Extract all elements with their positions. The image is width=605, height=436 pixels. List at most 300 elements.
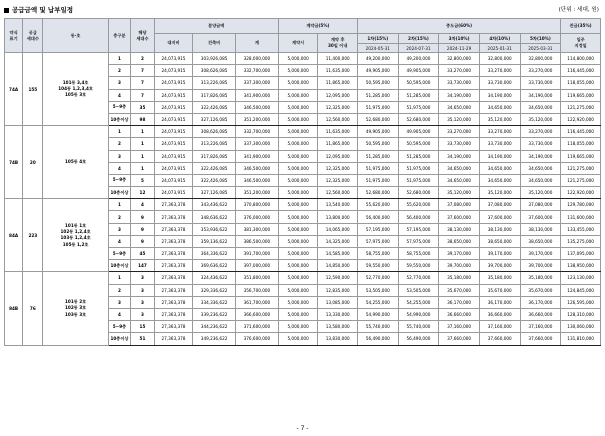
m5-cell: 37,160,000 <box>520 321 561 333</box>
count-cell: 3 <box>131 308 155 320</box>
c1-cell: 5,000,000 <box>278 284 318 296</box>
c2-cell: 13,830,000 <box>318 333 358 345</box>
m5-cell: 35,180,000 <box>520 272 561 284</box>
c1-cell: 5,000,000 <box>278 113 318 125</box>
bal-cell: 128,310,000 <box>561 308 601 320</box>
floor-cell: 2 <box>108 138 130 150</box>
m3-cell: 37,600,000 <box>439 211 480 223</box>
building-cell: 322,426,085 <box>193 174 236 186</box>
table-header <box>5 19 601 53</box>
floor-cell: 4 <box>108 235 130 247</box>
land-cell: 27,363,378 <box>154 260 193 272</box>
header-balance: 잔금(35%) <box>561 19 601 34</box>
bal-cell: 122,920,000 <box>561 113 601 125</box>
m5-cell: 33,730,000 <box>520 77 561 89</box>
building-cell: 364,336,622 <box>193 248 236 260</box>
m2-cell: 54,990,000 <box>398 308 439 320</box>
land-cell: 24,073,915 <box>154 113 193 125</box>
m4-cell: 34,650,000 <box>479 174 520 186</box>
c1-cell: 5,000,000 <box>278 77 318 89</box>
m5-cell: 33,270,000 <box>520 126 561 138</box>
building-cell: 348,636,622 <box>193 211 236 223</box>
m5-cell: 33,270,000 <box>520 65 561 77</box>
m1-cell: 52,680,000 <box>357 113 398 125</box>
building-cell: 329,336,622 <box>193 284 236 296</box>
m3-cell: 38,130,000 <box>439 223 480 235</box>
floor-cell: 3 <box>108 77 130 89</box>
land-cell: 27,363,378 <box>154 321 193 333</box>
c2-cell: 14,585,000 <box>318 248 358 260</box>
floor-cell: 2 <box>108 65 130 77</box>
m5-cell: 34,190,000 <box>520 150 561 162</box>
dong-cell: 101동 1호 102동 1,2,4호 103동 1,2,4호 105동 1,2호 <box>43 199 108 272</box>
m3-cell: 35,670,000 <box>439 284 480 296</box>
c1-cell: 5,000,000 <box>278 89 318 101</box>
header-move-in: 입주 지정일 <box>561 34 601 53</box>
m4-cell: 35,180,000 <box>479 272 520 284</box>
m4-cell: 34,190,000 <box>479 150 520 162</box>
count-cell: 9 <box>131 223 155 235</box>
header-building: 건축비 <box>193 34 236 53</box>
section-title <box>4 5 73 14</box>
m1-cell: 59,550,000 <box>357 260 398 272</box>
c2-cell: 11,865,000 <box>318 138 358 150</box>
bal-cell: 130,060,000 <box>561 321 601 333</box>
units-cell: 20 <box>23 126 43 199</box>
building-cell: 322,426,085 <box>193 162 236 174</box>
building-cell: 343,436,622 <box>193 199 236 211</box>
floor-cell: 10층이상 <box>108 333 130 345</box>
header-total: 계 <box>236 34 279 53</box>
header-contract: 계약금(5%) <box>278 19 357 34</box>
m1-cell: 51,975,000 <box>357 162 398 174</box>
m3-cell: 34,650,000 <box>439 162 480 174</box>
m4-cell: 39,700,000 <box>479 260 520 272</box>
c1-cell: 5,000,000 <box>278 333 318 345</box>
m5-cell: 32,800,000 <box>520 53 561 65</box>
total-cell: 341,900,000 <box>236 150 279 162</box>
c2-cell: 11,400,000 <box>318 53 358 65</box>
building-cell: 308,626,085 <box>193 126 236 138</box>
m1-cell: 49,200,000 <box>357 53 398 65</box>
m3-cell: 35,180,000 <box>439 272 480 284</box>
m2-cell: 58,755,000 <box>398 248 439 260</box>
total-cell: 346,500,000 <box>236 174 279 186</box>
c1-cell: 5,000,000 <box>278 223 318 235</box>
m5-cell: 39,170,000 <box>520 248 561 260</box>
m1-cell: 50,595,000 <box>357 77 398 89</box>
m2-cell: 55,620,000 <box>398 199 439 211</box>
m4-cell: 33,730,000 <box>479 138 520 150</box>
m4-cell: 35,120,000 <box>479 113 520 125</box>
floor-cell: 5~9층 <box>108 321 130 333</box>
m3-cell: 36,660,000 <box>439 308 480 320</box>
bal-cell: 121,275,000 <box>561 162 601 174</box>
m4-cell: 35,670,000 <box>479 284 520 296</box>
header-type: 약식 표기 <box>5 19 23 53</box>
count-cell: 3 <box>131 284 155 296</box>
dong-cell: 105동 4호 <box>43 126 108 199</box>
building-cell: 349,236,622 <box>193 333 236 345</box>
m1-cell: 57,195,000 <box>357 223 398 235</box>
units-cell: 155 <box>23 53 43 126</box>
m1-cell: 52,770,000 <box>357 272 398 284</box>
bal-cell: 122,920,000 <box>561 187 601 199</box>
count-cell: 9 <box>131 235 155 247</box>
m4-cell: 32,800,000 <box>479 53 520 65</box>
total-cell: 366,600,000 <box>236 308 279 320</box>
m3-cell: 37,080,000 <box>439 199 480 211</box>
c2-cell: 12,325,000 <box>318 101 358 113</box>
m2-cell: 51,975,000 <box>398 174 439 186</box>
c1-cell: 5,000,000 <box>278 150 318 162</box>
land-cell: 24,073,915 <box>154 126 193 138</box>
m4-cell: 38,130,000 <box>479 223 520 235</box>
page-number: - 7 - <box>296 425 309 432</box>
m2-cell: 49,200,000 <box>398 53 439 65</box>
m5-cell: 38,130,000 <box>520 223 561 235</box>
c1-cell: 5,000,000 <box>278 260 318 272</box>
floor-cell: 4 <box>108 308 130 320</box>
m2-cell: 52,770,000 <box>398 272 439 284</box>
m2-cell: 50,595,000 <box>398 77 439 89</box>
bal-cell: 116,445,000 <box>561 126 601 138</box>
supply-price-table <box>4 18 601 346</box>
building-cell: 322,426,085 <box>193 101 236 113</box>
type-cell: 74B <box>5 126 23 199</box>
m2-cell: 51,285,000 <box>398 150 439 162</box>
count-cell: 7 <box>131 89 155 101</box>
c1-cell: 5,000,000 <box>278 296 318 308</box>
c1-cell: 5,000,000 <box>278 138 318 150</box>
c2-cell: 12,325,000 <box>318 174 358 186</box>
header-d4: 2025-01-31 <box>479 44 520 53</box>
c2-cell: 11,635,000 <box>318 65 358 77</box>
land-cell: 27,363,378 <box>154 284 193 296</box>
floor-cell: 10층이상 <box>108 113 130 125</box>
floor-cell: 3 <box>108 296 130 308</box>
total-cell: 337,300,000 <box>236 77 279 89</box>
m2-cell: 51,975,000 <box>398 101 439 113</box>
total-cell: 381,300,000 <box>236 223 279 235</box>
m1-cell: 49,905,000 <box>357 126 398 138</box>
floor-cell: 1 <box>108 199 130 211</box>
count-cell: 3 <box>131 272 155 284</box>
m5-cell: 36,170,000 <box>520 296 561 308</box>
m4-cell: 35,120,000 <box>479 187 520 199</box>
m5-cell: 33,730,000 <box>520 138 561 150</box>
m4-cell: 33,270,000 <box>479 126 520 138</box>
m3-cell: 39,700,000 <box>439 260 480 272</box>
m1-cell: 49,905,000 <box>357 65 398 77</box>
m3-cell: 37,660,000 <box>439 333 480 345</box>
header-contract-sign: 계약시 <box>278 34 318 53</box>
m5-cell: 37,600,000 <box>520 211 561 223</box>
m1-cell: 58,755,000 <box>357 248 398 260</box>
header-count: 해당 세대수 <box>131 19 155 53</box>
building-cell: 327,126,085 <box>193 187 236 199</box>
m3-cell: 35,120,000 <box>439 113 480 125</box>
m1-cell: 54,990,000 <box>357 308 398 320</box>
table-row <box>5 199 601 211</box>
c2-cell: 12,095,000 <box>318 150 358 162</box>
m5-cell: 34,650,000 <box>520 101 561 113</box>
header-price: 분양금액 <box>154 19 278 34</box>
m5-cell: 35,120,000 <box>520 187 561 199</box>
land-cell: 24,073,915 <box>154 101 193 113</box>
table-row <box>5 126 601 138</box>
table-row <box>5 272 601 284</box>
bal-cell: 121,275,000 <box>561 101 601 113</box>
m2-cell: 49,905,000 <box>398 65 439 77</box>
m2-cell: 57,975,000 <box>398 235 439 247</box>
building-cell: 313,226,085 <box>193 77 236 89</box>
header-d5: 2025-03-31 <box>520 44 561 53</box>
c1-cell: 5,000,000 <box>278 199 318 211</box>
floor-cell: 1 <box>108 53 130 65</box>
total-cell: 391,700,000 <box>236 248 279 260</box>
m4-cell: 39,170,000 <box>479 248 520 260</box>
building-cell: 339,236,622 <box>193 308 236 320</box>
count-cell: 7 <box>131 77 155 89</box>
land-cell: 27,363,378 <box>154 308 193 320</box>
land-cell: 27,363,378 <box>154 333 193 345</box>
c1-cell: 5,000,000 <box>278 235 318 247</box>
square-bullet-icon <box>4 8 9 13</box>
count-cell: 1 <box>131 150 155 162</box>
bal-cell: 124,845,000 <box>561 284 601 296</box>
bal-cell: 116,445,000 <box>561 65 601 77</box>
floor-cell: 5~9층 <box>108 248 130 260</box>
m4-cell: 36,170,000 <box>479 296 520 308</box>
c2-cell: 13,800,000 <box>318 211 358 223</box>
floor-cell: 10층이상 <box>108 260 130 272</box>
total-cell: 370,800,000 <box>236 199 279 211</box>
floor-cell: 1 <box>108 272 130 284</box>
land-cell: 24,073,915 <box>154 150 193 162</box>
c1-cell: 5,000,000 <box>278 101 318 113</box>
header-units: 공급 세대수 <box>23 19 43 53</box>
type-cell: 84A <box>5 199 23 272</box>
total-cell: 361,700,000 <box>236 296 279 308</box>
c2-cell: 12,590,000 <box>318 272 358 284</box>
m2-cell: 53,505,000 <box>398 284 439 296</box>
c1-cell: 5,000,000 <box>278 162 318 174</box>
total-cell: 337,300,000 <box>236 138 279 150</box>
m1-cell: 56,490,000 <box>357 333 398 345</box>
floor-cell: 4 <box>108 89 130 101</box>
count-cell: 35 <box>131 101 155 113</box>
m3-cell: 33,270,000 <box>439 65 480 77</box>
land-cell: 24,073,915 <box>154 53 193 65</box>
count-cell: 5 <box>131 174 155 186</box>
count-cell: 12 <box>131 187 155 199</box>
land-cell: 24,073,915 <box>154 77 193 89</box>
m2-cell: 52,680,000 <box>398 113 439 125</box>
count-cell: 3 <box>131 296 155 308</box>
m3-cell: 33,270,000 <box>439 126 480 138</box>
m4-cell: 37,600,000 <box>479 211 520 223</box>
header-m3: 3차(10%) <box>439 34 480 44</box>
count-cell: 45 <box>131 248 155 260</box>
building-cell: 369,636,622 <box>193 260 236 272</box>
count-cell: 98 <box>131 113 155 125</box>
c2-cell: 13,330,000 <box>318 308 358 320</box>
m5-cell: 34,650,000 <box>520 174 561 186</box>
m2-cell: 56,400,000 <box>398 211 439 223</box>
units-cell: 76 <box>23 272 43 345</box>
m3-cell: 39,170,000 <box>439 248 480 260</box>
total-cell: 332,700,000 <box>236 65 279 77</box>
m4-cell: 37,160,000 <box>479 321 520 333</box>
dong-cell: 101동 2호 102동 3호 103동 3호 <box>43 272 108 345</box>
floor-cell: 2 <box>108 211 130 223</box>
total-cell: 397,000,000 <box>236 260 279 272</box>
header-middle: 중도금(60%) <box>357 19 560 34</box>
land-cell: 24,073,915 <box>154 174 193 186</box>
m4-cell: 34,190,000 <box>479 89 520 101</box>
bal-cell: 123,130,000 <box>561 272 601 284</box>
land-cell: 27,363,378 <box>154 235 193 247</box>
m2-cell: 52,680,000 <box>398 187 439 199</box>
bal-cell: 119,665,000 <box>561 150 601 162</box>
land-cell: 27,363,378 <box>154 296 193 308</box>
header-d2: 2024-07-31 <box>398 44 439 53</box>
c1-cell: 5,000,000 <box>278 248 318 260</box>
bal-cell: 118,055,000 <box>561 77 601 89</box>
building-cell: 303,926,085 <box>193 53 236 65</box>
count-cell: 1 <box>131 162 155 174</box>
m3-cell: 35,120,000 <box>439 187 480 199</box>
floor-cell: 3 <box>108 223 130 235</box>
c2-cell: 14,850,000 <box>318 260 358 272</box>
total-cell: 351,200,000 <box>236 113 279 125</box>
m5-cell: 34,650,000 <box>520 162 561 174</box>
count-cell: 147 <box>131 260 155 272</box>
floor-cell: 5~9층 <box>108 174 130 186</box>
c2-cell: 12,560,000 <box>318 187 358 199</box>
m4-cell: 34,650,000 <box>479 101 520 113</box>
m5-cell: 39,700,000 <box>520 260 561 272</box>
type-cell: 74A <box>5 53 23 126</box>
m2-cell: 54,255,000 <box>398 296 439 308</box>
m3-cell: 34,650,000 <box>439 174 480 186</box>
building-cell: 317,826,085 <box>193 89 236 101</box>
header-m1: 1차(15%) <box>357 34 398 44</box>
bal-cell: 118,055,000 <box>561 138 601 150</box>
unit-note: (단위 : 세대, 원) <box>558 7 599 13</box>
c2-cell: 11,635,000 <box>318 126 358 138</box>
table-row <box>5 53 601 65</box>
c1-cell: 5,000,000 <box>278 211 318 223</box>
type-cell: 84B <box>5 272 23 345</box>
m4-cell: 37,080,000 <box>479 199 520 211</box>
m2-cell: 51,285,000 <box>398 89 439 101</box>
land-cell: 24,073,915 <box>154 138 193 150</box>
count-cell: 4 <box>131 199 155 211</box>
building-cell: 334,336,622 <box>193 296 236 308</box>
count-cell: 1 <box>131 138 155 150</box>
m1-cell: 57,975,000 <box>357 235 398 247</box>
bal-cell: 131,600,000 <box>561 211 601 223</box>
header-m4: 4차(10%) <box>479 34 520 44</box>
m1-cell: 51,975,000 <box>357 174 398 186</box>
total-cell: 356,700,000 <box>236 284 279 296</box>
c2-cell: 13,085,000 <box>318 296 358 308</box>
bal-cell: 138,950,000 <box>561 260 601 272</box>
bal-cell: 121,275,000 <box>561 174 601 186</box>
units-cell: 223 <box>23 199 43 272</box>
m1-cell: 51,285,000 <box>357 150 398 162</box>
total-cell: 346,500,000 <box>236 162 279 174</box>
c1-cell: 5,000,000 <box>278 321 318 333</box>
m2-cell: 49,905,000 <box>398 126 439 138</box>
land-cell: 24,073,915 <box>154 89 193 101</box>
bal-cell: 137,095,000 <box>561 248 601 260</box>
bal-cell: 133,455,000 <box>561 223 601 235</box>
c1-cell: 5,000,000 <box>278 187 318 199</box>
m3-cell: 34,190,000 <box>439 150 480 162</box>
c2-cell: 12,835,000 <box>318 284 358 296</box>
building-cell: 353,936,622 <box>193 223 236 235</box>
c1-cell: 5,000,000 <box>278 308 318 320</box>
land-cell: 27,363,378 <box>154 199 193 211</box>
count-cell: 2 <box>131 53 155 65</box>
m3-cell: 32,800,000 <box>439 53 480 65</box>
c2-cell: 12,560,000 <box>318 113 358 125</box>
m1-cell: 55,740,000 <box>357 321 398 333</box>
building-cell: 313,226,085 <box>193 138 236 150</box>
bal-cell: 119,665,000 <box>561 89 601 101</box>
bal-cell: 129,780,000 <box>561 199 601 211</box>
floor-cell: 4 <box>108 162 130 174</box>
m1-cell: 51,285,000 <box>357 89 398 101</box>
land-cell: 27,363,378 <box>154 248 193 260</box>
count-cell: 15 <box>131 321 155 333</box>
c2-cell: 13,580,000 <box>318 321 358 333</box>
m3-cell: 36,170,000 <box>439 296 480 308</box>
land-cell: 24,073,915 <box>154 187 193 199</box>
c2-cell: 14,325,000 <box>318 235 358 247</box>
m4-cell: 33,730,000 <box>479 77 520 89</box>
header-d3: 2024-11-29 <box>439 44 480 53</box>
m1-cell: 51,975,000 <box>357 101 398 113</box>
m1-cell: 53,505,000 <box>357 284 398 296</box>
m1-cell: 52,680,000 <box>357 187 398 199</box>
total-cell: 332,700,000 <box>236 126 279 138</box>
m3-cell: 33,730,000 <box>439 138 480 150</box>
header-land: 대지비 <box>154 34 193 53</box>
m4-cell: 36,660,000 <box>479 308 520 320</box>
bal-cell: 126,595,000 <box>561 296 601 308</box>
m3-cell: 33,730,000 <box>439 77 480 89</box>
m4-cell: 37,660,000 <box>479 333 520 345</box>
total-cell: 386,500,000 <box>236 235 279 247</box>
c1-cell: 5,000,000 <box>278 272 318 284</box>
table-body <box>5 53 601 346</box>
land-cell: 27,363,378 <box>154 272 193 284</box>
m4-cell: 38,650,000 <box>479 235 520 247</box>
m4-cell: 33,270,000 <box>479 65 520 77</box>
count-cell: 9 <box>131 211 155 223</box>
total-cell: 351,200,000 <box>236 187 279 199</box>
m5-cell: 35,670,000 <box>520 284 561 296</box>
count-cell: 7 <box>131 65 155 77</box>
building-cell: 324,436,622 <box>193 272 236 284</box>
c2-cell: 12,325,000 <box>318 162 358 174</box>
count-cell: 51 <box>131 333 155 345</box>
floor-cell: 5~9층 <box>108 101 130 113</box>
